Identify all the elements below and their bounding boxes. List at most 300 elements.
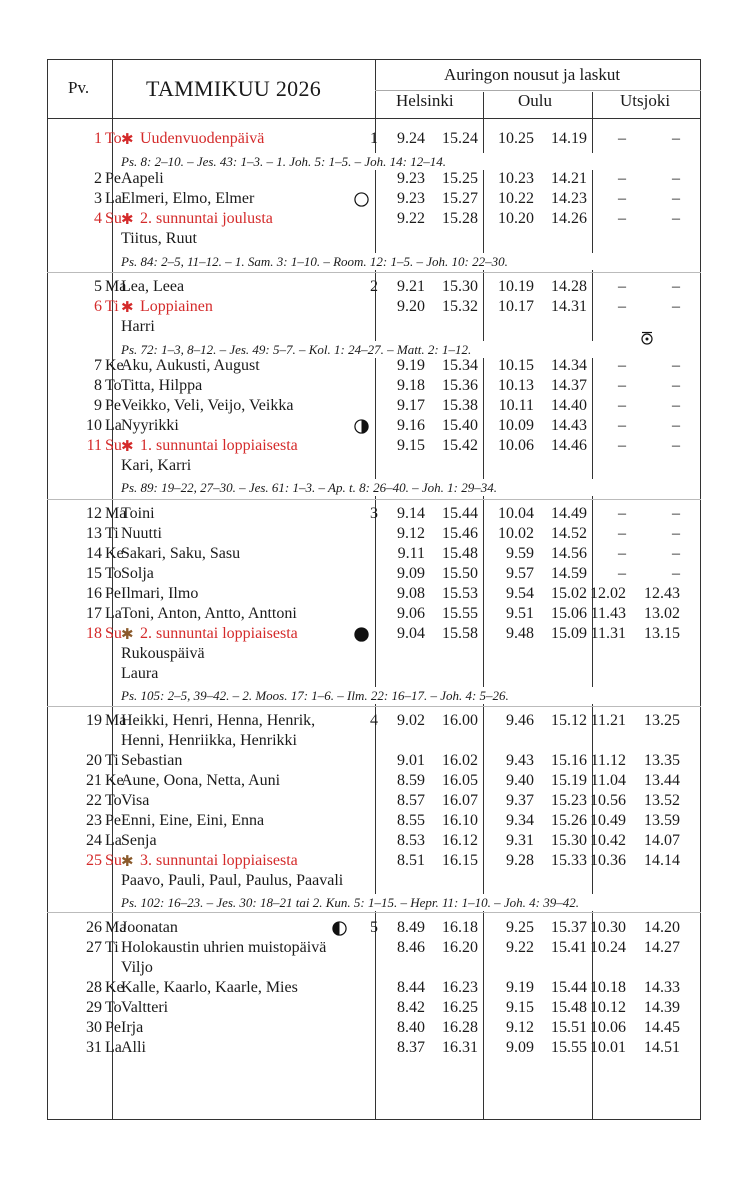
sun-time-o2: 14.46: [551, 437, 587, 454]
weekday: La: [105, 1039, 122, 1056]
weekday: Su: [105, 852, 122, 869]
name-day-entry: Veikko, Veli, Veijo, Veikka: [121, 397, 294, 414]
new-moon-icon: [354, 627, 369, 642]
sun-time-u1: –: [618, 397, 626, 414]
holiday-star-icon: ✱: [121, 130, 134, 148]
sun-time-o1: 9.59: [506, 545, 534, 562]
sun-time-h1: 9.21: [397, 278, 425, 295]
sun-time-h1: 9.14: [397, 505, 425, 522]
sun-time-h1: 9.08: [397, 585, 425, 602]
sun-time-u2: –: [672, 190, 680, 207]
sun-time-h1: 9.12: [397, 525, 425, 542]
sun-time-h2: 15.38: [442, 397, 478, 414]
day-number: 9: [94, 397, 102, 414]
sun-time-h2: 15.25: [442, 170, 478, 187]
name-day-entry: Toini: [121, 505, 155, 522]
sun-time-u2: –: [672, 437, 680, 454]
sun-time-h2: 16.10: [442, 812, 478, 829]
sun-time-u1: –: [618, 170, 626, 187]
sun-time-o2: 15.23: [551, 792, 587, 809]
sun-time-u2: 13.35: [644, 752, 680, 769]
sun-time-u1: –: [618, 565, 626, 582]
sun-time-h1: 9.16: [397, 417, 425, 434]
sun-time-o2: 14.52: [551, 525, 587, 542]
week-number: 1: [370, 130, 378, 147]
sun-time-h2: 15.44: [442, 505, 478, 522]
name-day-entry: Sakari, Saku, Sasu: [121, 545, 241, 562]
sun-time-o2: 14.59: [551, 565, 587, 582]
name-day-entry: Joonatan: [121, 919, 178, 936]
full-moon-icon: [354, 192, 369, 207]
day-number: 4: [94, 210, 102, 227]
weekday: Ke: [105, 357, 124, 374]
col-utsjoki: Utsjoki: [620, 91, 671, 110]
weekday: Ke: [105, 772, 124, 789]
sun-time-h2: 15.34: [442, 357, 478, 374]
sun-time-o1: 9.34: [506, 812, 534, 829]
sun-time-o1: 10.22: [498, 190, 534, 207]
sun-time-o1: 9.51: [506, 605, 534, 622]
name-day-entry: Heikki, Henri, Henna, Henrik,: [121, 712, 316, 729]
name-day-entry: Toni, Anton, Antto, Anttoni: [121, 605, 297, 622]
name-day-entry: Enni, Eine, Eini, Enna: [121, 812, 265, 829]
sun-time-o2: 15.55: [551, 1039, 587, 1056]
sun-time-o2: 15.16: [551, 752, 587, 769]
name-day-entry: Sebastian: [121, 752, 183, 769]
day-number: 31: [86, 1039, 102, 1056]
sun-time-h1: 8.42: [397, 999, 425, 1016]
sun-time-u1: 10.42: [590, 832, 626, 849]
day-number: 6: [94, 298, 102, 315]
sun-time-o2: 15.26: [551, 812, 587, 829]
sun-subheader-rule: [375, 90, 701, 91]
sun-time-h2: 16.28: [442, 1019, 478, 1036]
sun-time-u2: –: [672, 298, 680, 315]
sun-time-o1: 9.40: [506, 772, 534, 789]
sun-time-o1: 9.22: [506, 939, 534, 956]
day-number: 16: [86, 585, 102, 602]
holiday-star-icon: ✱: [121, 625, 134, 643]
week-divider: [47, 499, 701, 500]
sun-time-h1: 9.19: [397, 357, 425, 374]
day-number: 21: [86, 772, 102, 789]
day-number: 17: [86, 605, 102, 622]
sun-time-u2: –: [672, 565, 680, 582]
weekday: Ti: [105, 752, 119, 769]
sun-time-o2: 15.37: [551, 919, 587, 936]
weekday: Pe: [105, 585, 121, 602]
sun-time-u1: 11.43: [590, 605, 626, 622]
name-day-entry: Solja: [121, 565, 154, 582]
week-divider: [47, 912, 701, 913]
sun-time-u2: –: [672, 417, 680, 434]
sun-time-o2: 15.33: [551, 852, 587, 869]
header-pv: Pv.: [68, 78, 90, 97]
day-number: 13: [86, 525, 102, 542]
day-number: 12: [86, 505, 102, 522]
sun-time-o2: 15.09: [551, 625, 587, 642]
sun-time-u1: 10.18: [590, 979, 626, 996]
day-number: 26: [86, 919, 102, 936]
page-title: TAMMIKUU 2026: [146, 76, 322, 101]
weekday: Pe: [105, 170, 121, 187]
sun-time-h1: 8.53: [397, 832, 425, 849]
sun-time-h2: 15.48: [442, 545, 478, 562]
sun-time-o1: 10.17: [498, 298, 534, 315]
sun-time-h2: 15.50: [442, 565, 478, 582]
sun-time-o1: 9.54: [506, 585, 534, 602]
sun-time-o1: 9.12: [506, 1019, 534, 1036]
holiday-star-icon: ✱: [121, 298, 134, 316]
name-day-entry: Tiitus, Ruut: [121, 230, 197, 247]
sun-time-o2: 15.02: [551, 585, 587, 602]
weekday: Ma: [105, 278, 127, 295]
sun-time-h1: 9.09: [397, 565, 425, 582]
name-day-entry: Uudenvuodenpäivä: [140, 130, 265, 147]
sun-time-o2: 14.40: [551, 397, 587, 414]
sun-time-h1: 8.49: [397, 919, 425, 936]
sun-time-o2: 14.34: [551, 357, 587, 374]
sun-time-h2: 15.30: [442, 278, 478, 295]
sun-time-o2: 14.28: [551, 278, 587, 295]
week-number: 2: [370, 278, 378, 295]
name-day-entry: Aku, Aukusti, August: [121, 357, 260, 374]
name-day-entry: Valtteri: [121, 999, 169, 1016]
day-number: 24: [86, 832, 102, 849]
sun-time-h1: 8.37: [397, 1039, 425, 1056]
sun-time-h1: 8.55: [397, 812, 425, 829]
day-number: 15: [86, 565, 102, 582]
holiday-star-icon: ✱: [121, 437, 134, 455]
sun-time-o2: 15.41: [551, 939, 587, 956]
weekday: La: [105, 605, 122, 622]
sun-time-h1: 9.23: [397, 190, 425, 207]
header-rule: [47, 118, 701, 119]
day-number: 28: [86, 979, 102, 996]
weekday: La: [105, 832, 122, 849]
weekday: Pe: [105, 812, 121, 829]
sun-time-u1: –: [618, 298, 626, 315]
sun-time-u1: 11.12: [590, 752, 626, 769]
reading-verses: Ps. 89: 19–22, 27–30. – Jes. 61: 1–3. – Ap. t. 8: 26–40. – Joh. 1: 29–34.: [121, 480, 498, 495]
weekday: Ke: [105, 979, 124, 996]
sun-time-h2: 15.36: [442, 377, 478, 394]
sun-time-h2: 16.25: [442, 999, 478, 1016]
sun-time-u1: –: [618, 210, 626, 227]
sun-time-h1: 8.46: [397, 939, 425, 956]
day-number: 18: [86, 625, 102, 642]
sun-time-u2: 14.45: [644, 1019, 680, 1036]
name-day-entry: Ilmari, Ilmo: [121, 585, 199, 602]
name-day-entry: 2. sunnuntai loppiaisesta: [140, 625, 298, 642]
weekday: Ma: [105, 919, 127, 936]
sun-time-o1: 9.31: [506, 832, 534, 849]
week-divider: [47, 706, 701, 707]
sun-time-o2: 15.06: [551, 605, 587, 622]
weekday: La: [105, 417, 122, 434]
name-day-entry: 1. sunnuntai loppiaisesta: [140, 437, 298, 454]
sun-time-u2: –: [672, 357, 680, 374]
sun-time-h2: 16.02: [442, 752, 478, 769]
sun-time-h1: 9.20: [397, 298, 425, 315]
sun-time-u1: 10.30: [590, 919, 626, 936]
sun-time-u2: –: [672, 545, 680, 562]
reading-verses: Ps. 102: 16–23. – Jes. 30: 18–21 tai 2. Kun. 5: 1–15. – Hepr. 11: 1–10. – Joh. 4: 39–42.: [121, 895, 579, 910]
sun-time-h2: 15.24: [442, 130, 478, 147]
sun-time-h1: 9.15: [397, 437, 425, 454]
weekday: Pe: [105, 1019, 121, 1036]
sun-times-title: Auringon nousut ja laskut: [444, 65, 621, 84]
week-divider: [47, 272, 701, 273]
sun-time-u2: 14.39: [644, 999, 680, 1016]
name-day-entry: Lea, Leea: [121, 278, 185, 295]
week-number: 3: [370, 505, 378, 522]
sun-time-u2: 12.43: [644, 585, 680, 602]
day-number: 11: [86, 437, 102, 454]
day-number: 23: [86, 812, 102, 829]
sun-time-h2: 16.23: [442, 979, 478, 996]
sun-time-h1: 9.24: [397, 130, 425, 147]
reading-verses: Ps. 72: 1–3, 8–12. – Jes. 49: 5–7. – Kol. 1: 24–27. – Matt. 2: 1–12.: [121, 342, 472, 357]
sun-time-u1: 10.01: [590, 1039, 626, 1056]
day-number: 5: [94, 278, 102, 295]
sun-time-o1: 9.19: [506, 979, 534, 996]
column-divider: [375, 60, 376, 1119]
sun-time-h1: 8.40: [397, 1019, 425, 1036]
sun-time-o2: 14.43: [551, 417, 587, 434]
name-day-entry: Paavo, Pauli, Paul, Paulus, Paavali: [121, 872, 344, 889]
sun-time-u1: –: [618, 357, 626, 374]
sun-time-h1: 9.23: [397, 170, 425, 187]
sun-time-o1: 9.57: [506, 565, 534, 582]
sun-time-h1: 9.18: [397, 377, 425, 394]
sun-time-h2: 15.55: [442, 605, 478, 622]
sun-time-u2: –: [672, 278, 680, 295]
sun-time-h1: 9.06: [397, 605, 425, 622]
sun-time-h2: 16.00: [442, 712, 478, 729]
name-day-entry: Kalle, Kaarlo, Kaarle, Mies: [121, 979, 298, 996]
day-number: 8: [94, 377, 102, 394]
sun-time-h1: 8.57: [397, 792, 425, 809]
sun-time-u2: –: [672, 377, 680, 394]
sun-time-o1: 10.13: [498, 377, 534, 394]
sun-time-u2: 14.14: [644, 852, 680, 869]
sun-time-h2: 16.12: [442, 832, 478, 849]
sun-time-u2: 14.33: [644, 979, 680, 996]
weekday: To: [105, 999, 122, 1016]
sun-time-u2: 14.27: [644, 939, 680, 956]
sun-time-o2: 15.12: [551, 712, 587, 729]
sun-time-u1: 11.04: [590, 772, 626, 789]
sun-time-u1: –: [618, 278, 626, 295]
sun-time-o1: 9.48: [506, 625, 534, 642]
day-number: 14: [86, 545, 102, 562]
name-day-entry: Viljo: [121, 959, 153, 976]
sun-time-u1: 10.24: [590, 939, 626, 956]
day-number: 7: [94, 357, 102, 374]
sun-time-h2: 16.20: [442, 939, 478, 956]
weekday: Pe: [105, 397, 121, 414]
sun-time-h2: 16.15: [442, 852, 478, 869]
name-day-entry: Aapeli: [121, 170, 164, 187]
weekday: To: [105, 565, 122, 582]
sun-time-o1: 9.09: [506, 1039, 534, 1056]
sun-time-u2: 14.51: [644, 1039, 680, 1056]
holiday-star-icon: ✱: [121, 210, 134, 228]
sun-time-u2: 14.20: [644, 919, 680, 936]
sun-time-h1: 9.01: [397, 752, 425, 769]
weekday: To: [105, 130, 122, 147]
reading-verses: Ps. 84: 2–5, 11–12. – 1. Sam. 3: 1–10. – Room. 12: 1–5. – Joh. 10: 22–30.: [121, 254, 508, 269]
sun-time-o1: 9.25: [506, 919, 534, 936]
sun-time-o1: 9.46: [506, 712, 534, 729]
sun-time-u1: –: [618, 130, 626, 147]
day-number: 3: [94, 190, 102, 207]
week-number: 4: [370, 712, 378, 729]
sun-time-u2: 14.07: [644, 832, 680, 849]
weekday: Ke: [105, 545, 124, 562]
day-number: 29: [86, 999, 102, 1016]
sun-time-h1: 9.02: [397, 712, 425, 729]
sun-time-u2: –: [672, 525, 680, 542]
day-number: 22: [86, 792, 102, 809]
sun-time-o2: 15.48: [551, 999, 587, 1016]
sun-time-u1: 10.06: [590, 1019, 626, 1036]
sun-time-o1: 10.15: [498, 357, 534, 374]
sun-time-o1: 10.23: [498, 170, 534, 187]
sun-time-u1: –: [618, 437, 626, 454]
name-day-entry: Elmeri, Elmo, Elmer: [121, 190, 255, 207]
sun-time-u1: 10.12: [590, 999, 626, 1016]
sun-time-u2: 13.52: [644, 792, 680, 809]
sun-time-u2: –: [672, 505, 680, 522]
name-day-entry: Nyyrikki: [121, 417, 179, 434]
sun-time-u2: 13.25: [644, 712, 680, 729]
sun-time-o2: 14.19: [551, 130, 587, 147]
name-day-entry: Loppiainen: [140, 298, 213, 315]
sun-time-u1: 11.21: [590, 712, 626, 729]
weekday: To: [105, 792, 122, 809]
day-number: 2: [94, 170, 102, 187]
sun-time-h2: 15.28: [442, 210, 478, 227]
reading-verses: Ps. 105: 2–5, 39–42. – 2. Moos. 17: 1–6. – Ilm. 22: 16–17. – Joh. 4: 5–26.: [121, 688, 509, 703]
name-day-entry: Kari, Karri: [121, 457, 192, 474]
sun-time-u1: –: [618, 545, 626, 562]
holiday-star-icon: ✱: [121, 852, 134, 870]
sun-time-o2: 14.23: [551, 190, 587, 207]
weekday: Ma: [105, 712, 127, 729]
name-day-entry: Laura: [121, 665, 159, 682]
sun-time-u2: –: [672, 130, 680, 147]
sun-time-u1: 10.36: [590, 852, 626, 869]
sun-time-u1: –: [618, 377, 626, 394]
name-day-entry: Nuutti: [121, 525, 162, 542]
sun-time-o2: 15.44: [551, 979, 587, 996]
sun-time-o1: 10.25: [498, 130, 534, 147]
name-day-entry: Senja: [121, 832, 157, 849]
col-helsinki: Helsinki: [396, 91, 454, 110]
weekday: La: [105, 190, 122, 207]
sun-time-o1: 9.37: [506, 792, 534, 809]
sun-time-h2: 15.46: [442, 525, 478, 542]
name-day-entry: Aune, Oona, Netta, Auni: [121, 772, 281, 789]
sun-time-u1: –: [618, 525, 626, 542]
sun-time-o2: 14.21: [551, 170, 587, 187]
sun-time-o1: 10.11: [498, 397, 534, 414]
sun-time-u1: –: [618, 417, 626, 434]
sun-time-o2: 15.30: [551, 832, 587, 849]
sun-time-u1: 10.56: [590, 792, 626, 809]
name-day-entry: Alli: [121, 1039, 146, 1056]
day-number: 20: [86, 752, 102, 769]
day-number: 25: [86, 852, 102, 869]
weekday: To: [105, 377, 122, 394]
sun-time-o1: 9.15: [506, 999, 534, 1016]
weekday: Ti: [105, 298, 119, 315]
sun-time-u2: –: [672, 397, 680, 414]
sun-time-o2: 14.31: [551, 298, 587, 315]
sun-time-h2: 16.05: [442, 772, 478, 789]
sun-time-u2: 13.44: [644, 772, 680, 789]
sun-time-u2: –: [672, 170, 680, 187]
sun-time-u1: 10.49: [590, 812, 626, 829]
sun-time-h2: 15.40: [442, 417, 478, 434]
sun-time-o1: 10.20: [498, 210, 534, 227]
sun-time-u2: –: [672, 210, 680, 227]
sun-time-h2: 15.58: [442, 625, 478, 642]
weekday: Su: [105, 625, 122, 642]
sun-time-h1: 9.04: [397, 625, 425, 642]
weekday: Ma: [105, 505, 127, 522]
sun-time-u1: 11.31: [590, 625, 626, 642]
sun-time-h1: 8.51: [397, 852, 425, 869]
sun-time-o2: 15.51: [551, 1019, 587, 1036]
day-number: 1: [94, 130, 102, 147]
day-number: 19: [86, 712, 102, 729]
first-quarter-moon-icon: [332, 921, 347, 936]
reading-verses: Ps. 8: 2–10. – Jes. 43: 1–3. – 1. Joh. 5: 1–5. – Joh. 14: 12–14.: [121, 154, 446, 169]
name-day-entry: Irja: [121, 1019, 144, 1036]
sun-time-o1: 9.43: [506, 752, 534, 769]
day-number: 27: [86, 939, 102, 956]
name-day-entry: Holokaustin uhrien muistopäivä: [121, 939, 327, 956]
name-day-entry: Harri: [121, 318, 155, 335]
weekday: Su: [105, 437, 122, 454]
column-divider: [483, 92, 484, 1119]
day-number: 10: [86, 417, 102, 434]
polar-sun-icon: [640, 331, 654, 345]
sun-time-h2: 16.31: [442, 1039, 478, 1056]
sun-time-o2: 14.49: [551, 505, 587, 522]
sun-time-o2: 15.19: [551, 772, 587, 789]
name-day-entry: Rukouspäivä: [121, 645, 205, 662]
sun-time-o1: 10.06: [498, 437, 534, 454]
sun-time-h2: 16.18: [442, 919, 478, 936]
sun-time-h2: 15.42: [442, 437, 478, 454]
name-day-entry: Titta, Hilppa: [121, 377, 203, 394]
sun-time-o1: 10.09: [498, 417, 534, 434]
sun-time-o1: 9.28: [506, 852, 534, 869]
sun-time-u1: –: [618, 505, 626, 522]
sun-time-u2: 13.02: [644, 605, 680, 622]
week-number: 5: [370, 919, 378, 936]
name-day-entry: 2. sunnuntai joulusta: [140, 210, 273, 227]
sun-time-o1: 10.19: [498, 278, 534, 295]
weekday: Su: [105, 210, 122, 227]
sun-time-h1: 8.44: [397, 979, 425, 996]
weekday: Ti: [105, 525, 119, 542]
name-day-entry: Henni, Henriikka, Henrikki: [121, 732, 297, 749]
